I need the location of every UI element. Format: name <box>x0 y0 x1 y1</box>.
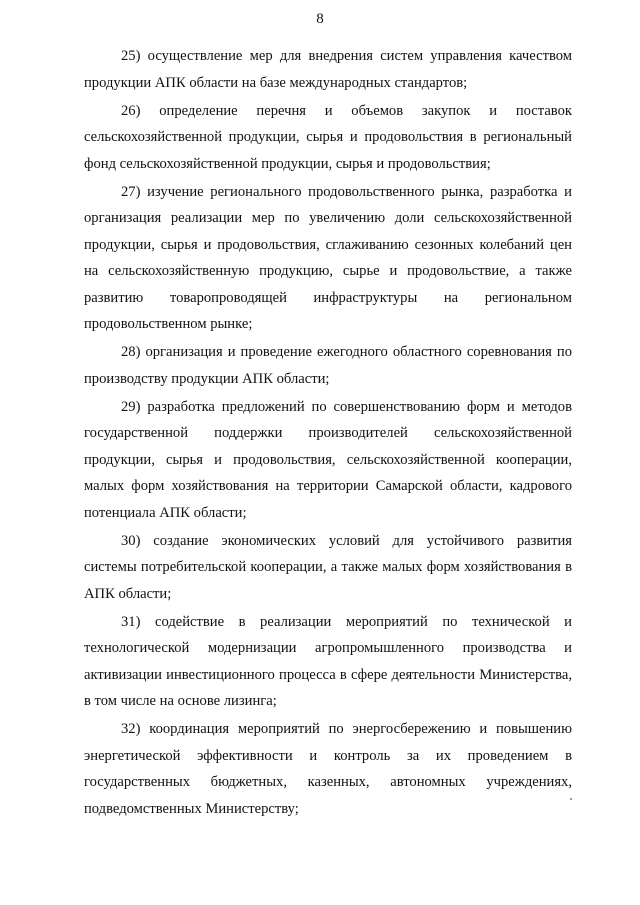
page-number: 8 <box>316 11 324 27</box>
list-item-29: 29) разработка предложений по совершенствованию форм и методов государственной поддержки производителей сельскохозяйственной продукции, сырья и продовольствия, сельскохозяйственной кооперации, малых форм хозяйствования на территории Самарской области, кадрового потенциала АПК области; <box>84 398 572 521</box>
list-item-26: 26) определение перечня и объемов закупок и поставок сельскохозяйственной продукции, сырья и продовольствия в региональный фонд сельскохозяйственной продукции, сырья и продовольствия; <box>84 102 572 172</box>
list-item-25: 25) осуществление мер для внедрения систем управления качеством продукции АПК области на базе международных стандартов; <box>84 48 572 91</box>
list-item-31: 31) содействие в реализации мероприятий по технической и технологической модернизации агропромышленного производства и активизации инвестиционного процесса в сфере деятельности Министерства, в том числе на основе лизинга; <box>84 613 572 709</box>
list-item-30: 30) создание экономических условий для устойчивого развития системы потребительской кооперации, а также малых форм хозяйствования в АПК области; <box>84 532 572 602</box>
list-item-32: 32) координация мероприятий по энергосбережению и повышению энергетической эффективности и контроль за их проведением в государственных бюджетных, казенных, автономных учреждениях, подведомственных Министерству; <box>84 721 572 817</box>
list-item-27: 27) изучение регионального продовольственного рынка, разработка и организация реализации мер по увеличению доли сельскохозяйственной продукции, сырья и продовольствия, сглаживанию сезонных колебаний цен на сельскохозяйственную продукцию, сырье и продовольствие, а также развитию товаропроводящей инфраструктуры на региональном продовольственном рынке; <box>84 183 572 332</box>
document-body <box>84 43 572 824</box>
scan-speck <box>570 798 572 800</box>
list-item-28: 28) организация и проведение ежегодного областного соревнования по производству продукции АПК области; <box>84 344 572 387</box>
